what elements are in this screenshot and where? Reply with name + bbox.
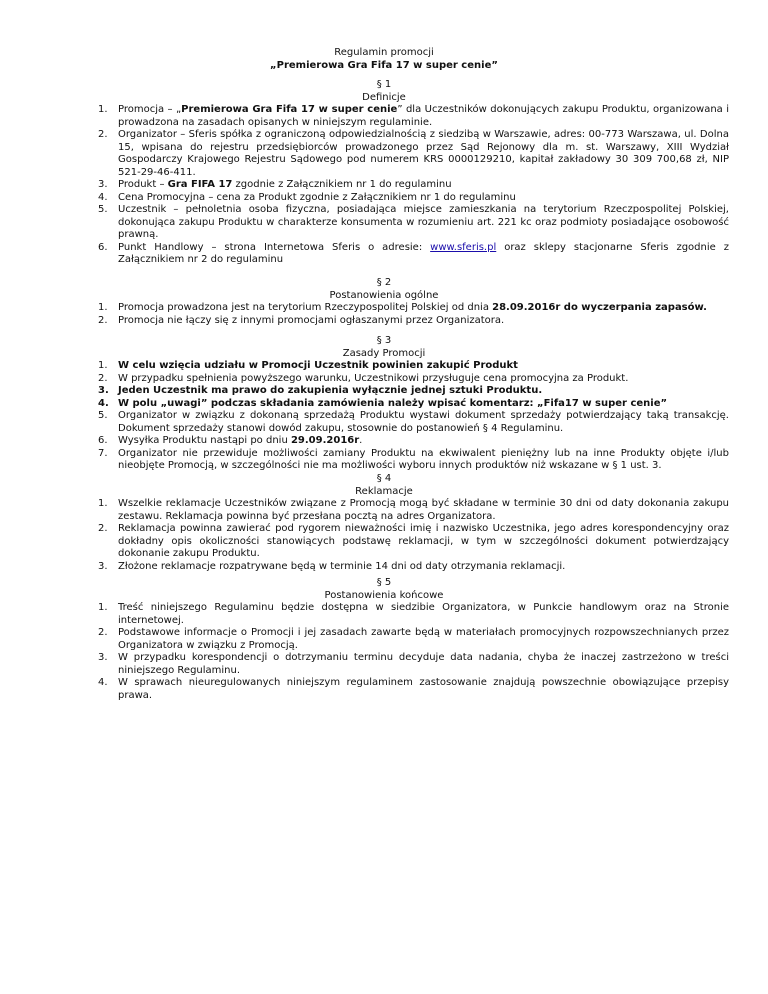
item-text: oraz sklepy stacjonarne Sferis zgodnie z Załącznikiem nr 2 do regulaminu (118, 241, 729, 265)
list-item (0, 398, 768, 411)
list-item (0, 448, 768, 473)
section-list (0, 498, 768, 573)
item-number: 1. (98, 360, 108, 371)
item-text: W sprawach nieuregulowanych niniejszym regulaminem zastosowanie znajdują powszechnie obowiązujące przepisy prawa. (118, 677, 729, 701)
item-number: 3. (98, 385, 109, 396)
list-item (0, 498, 768, 523)
item-number: 1. (98, 302, 108, 313)
list-item (0, 561, 768, 574)
section-symbol: § 5 (376, 577, 392, 588)
item-number: 1. (98, 602, 108, 613)
item-bold-text: Premierowa Gra Fifa 17 w super cenie (181, 104, 398, 115)
item-text: Produkt – (118, 179, 168, 190)
item-number: 4. (98, 677, 108, 688)
item-bold-text: W polu „uwagi” podczas składania zamówienia należy wpisać komentarz: „Fifa17 w super cenie” (118, 397, 668, 409)
item-text: zgodnie z Załącznikiem nr 1 do regulaminu (232, 179, 452, 190)
item-bold-text: Gra FIFA 17 (167, 179, 233, 190)
item-text: Wysyłka Produktu nastąpi po dniu (118, 435, 291, 446)
section-symbol: § 2 (376, 277, 392, 288)
item-text: Promocja – „ (118, 104, 182, 115)
item-text: W przypadku korespondencji o dotrzymaniu terminu decyduje data nadania, chyba że inaczej zastrzeżono w treści niniejszego Regulaminu. (118, 652, 729, 676)
item-bold-text: W celu wzięcia udziału w Promocji Uczestnik powinien zakupić Produkt (118, 360, 518, 371)
item-number: 1. (98, 104, 108, 115)
item-number: 6. (98, 435, 108, 446)
item-text: ” dla Uczestników dokonujących zakupu Produktu, organizowana i prowadzona na zasadach opisanych w niniejszym regulaminie. (118, 104, 729, 128)
list-item (0, 652, 768, 677)
item-text: Złożone reklamacje rozpatrywane będą w terminie 14 dni od daty otrzymania reklamacji. (118, 560, 566, 572)
list-item (0, 523, 768, 561)
section-title: Definicje (362, 91, 406, 103)
item-number: 3. (98, 560, 108, 572)
list-item (0, 627, 768, 652)
item-number: 1. (98, 498, 108, 509)
item-number: 4. (98, 191, 108, 203)
item-bold-text: 28.09.2016r do wyczerpania zapasów. (492, 302, 707, 313)
section-general-provisions (0, 277, 768, 327)
item-number: 2. (98, 372, 108, 384)
section-symbol: § 4 (376, 473, 392, 484)
section-title: Zasady Promocji (342, 347, 426, 359)
list-item (0, 129, 768, 179)
list-item (0, 192, 768, 205)
section-list (0, 360, 768, 473)
item-text: Uczestnik – pełnoletnia osoba fizyczna, posiadająca miejsce zamieszkania na terytorium Rzeczpospolitej Polskiej, dokonująca zakupu Produktu w charakterze konsumenta w rozumieniu art. 221 kc oraz podmioty posiadające osobowość prawną. (118, 204, 729, 240)
section-list (0, 104, 768, 267)
section-final-provisions (0, 577, 768, 702)
sferis-website-link[interactable]: www.sferis.pl (430, 241, 497, 253)
list-item (0, 677, 768, 702)
list-item (0, 435, 768, 448)
list-item (0, 302, 768, 315)
section-title: Postanowienia ogólne (329, 289, 439, 301)
item-number: 3. (98, 179, 108, 190)
list-item (0, 315, 768, 328)
list-item (0, 602, 768, 627)
list-item (0, 373, 768, 386)
list-item (0, 385, 768, 398)
list-item (0, 204, 768, 242)
section-list (0, 302, 768, 327)
item-text: Promocja prowadzona jest na terytorium Rzeczypospolitej Polskiej od dnia (118, 302, 493, 313)
list-item (0, 360, 768, 373)
document-header (0, 47, 768, 72)
promotion-name: „Premierowa Gra Fifa 17 w super cenie” (270, 59, 498, 71)
item-text: Organizator w związku z dokonaną sprzedażą Produktu wystawi dokument sprzedaży potwierdzający taką transakcję. Dokument sprzedaży stanowi dowód zakupu, stosownie do postanowień § 4 Regulaminu. (118, 410, 729, 434)
item-text: Organizator nie przewiduje możliwości zamiany Produktu na ekwiwalent pieniężny lub na inne Produkty objęte i/lub nieobjęte Promocją, w szczególności nie ma możliwości wyboru innych produktów niż wskazane w § 1 ust. 3. (118, 447, 729, 471)
item-bold-text: 29.09.2016r (290, 435, 360, 446)
item-text: Reklamacja powinna zawierać pod rygorem nieważności imię i nazwisko Uczestnika, jego adres korespondencyjny oraz dokładny opis okoliczności stanowiących podstawę reklamacji, w tym w szczególności dokument potwierdzający dokonanie zakupu Produktu. (118, 523, 729, 559)
item-text: Wszelkie reklamacje Uczestników związane z Promocją mogą być składane w terminie 30 dni od daty dokonania zakupu zestawu. Reklamacja powinna być przesłana pocztą na adres Organizatora. (118, 498, 729, 522)
section-title: Reklamacje (355, 485, 413, 497)
list-item (0, 179, 768, 192)
item-text: W przypadku spełnienia powyższego warunku, Uczestnikowi przysługuje cena promocyjna za Produkt. (118, 372, 629, 384)
section-promotion-rules (0, 335, 768, 473)
section-complaints (0, 473, 768, 573)
list-item (0, 104, 768, 129)
item-number: 4. (98, 397, 109, 409)
item-number: 2. (98, 523, 108, 534)
list-item (0, 242, 768, 267)
item-number: 2. (98, 314, 108, 326)
list-item (0, 410, 768, 435)
item-text: Treść niniejszego Regulaminu będzie dostępna w siedzibie Organizatora, w Punkcie handlowym oraz na Stronie internetowej. (118, 602, 729, 626)
section-symbol: § 3 (376, 335, 392, 346)
item-text: Organizator – Sferis spółka z ograniczoną odpowiedzialnością z siedzibą w Warszawie, adres: 00-773 Warszawa, ul. Dolna 15, wpisana do rejestru przedsiębiorców prowadzonego przez Sąd Rejonowy dla m. st. Warszawy, XIII Wydział Gospodarczy Krajowego Rejestru Sądowego pod numerem KRS 0000129210, kapitał zakładowy 30 309 700,68 zł, NIP 521-29-46-411. (118, 129, 729, 178)
item-number: 3. (98, 652, 108, 663)
item-number: 7. (98, 447, 108, 459)
item-number: 5. (98, 204, 108, 215)
item-number: 2. (98, 129, 108, 140)
item-text: Cena Promocyjna – cena za Produkt zgodnie z Załącznikiem nr 1 do regulaminu (118, 191, 516, 203)
section-list (0, 602, 768, 702)
item-number: 2. (98, 627, 108, 638)
section-symbol: § 1 (376, 79, 392, 90)
item-number: 5. (98, 410, 108, 421)
section-title: Postanowienia końcowe (324, 589, 444, 601)
item-text: Promocja nie łączy się z innymi promocjami ogłaszanymi przez Organizatora. (118, 314, 505, 326)
item-number: 6. (98, 241, 108, 253)
section-definitions (0, 79, 768, 267)
item-text: . (359, 435, 363, 446)
document-title: Regulamin promocji (334, 47, 434, 58)
item-bold-text: Jeden Uczestnik ma prawo do zakupienia wyłącznie jednej sztuki Produktu. (118, 385, 543, 396)
item-text: Punkt Handlowy – strona Internetowa Sferis o adresie: (118, 241, 431, 253)
item-text: Podstawowe informacje o Promocji i jej zasadach zawarte będą w materiałach promocyjnych rozpowszechnianych przez Organizatora w związku z Promocją. (118, 627, 729, 651)
